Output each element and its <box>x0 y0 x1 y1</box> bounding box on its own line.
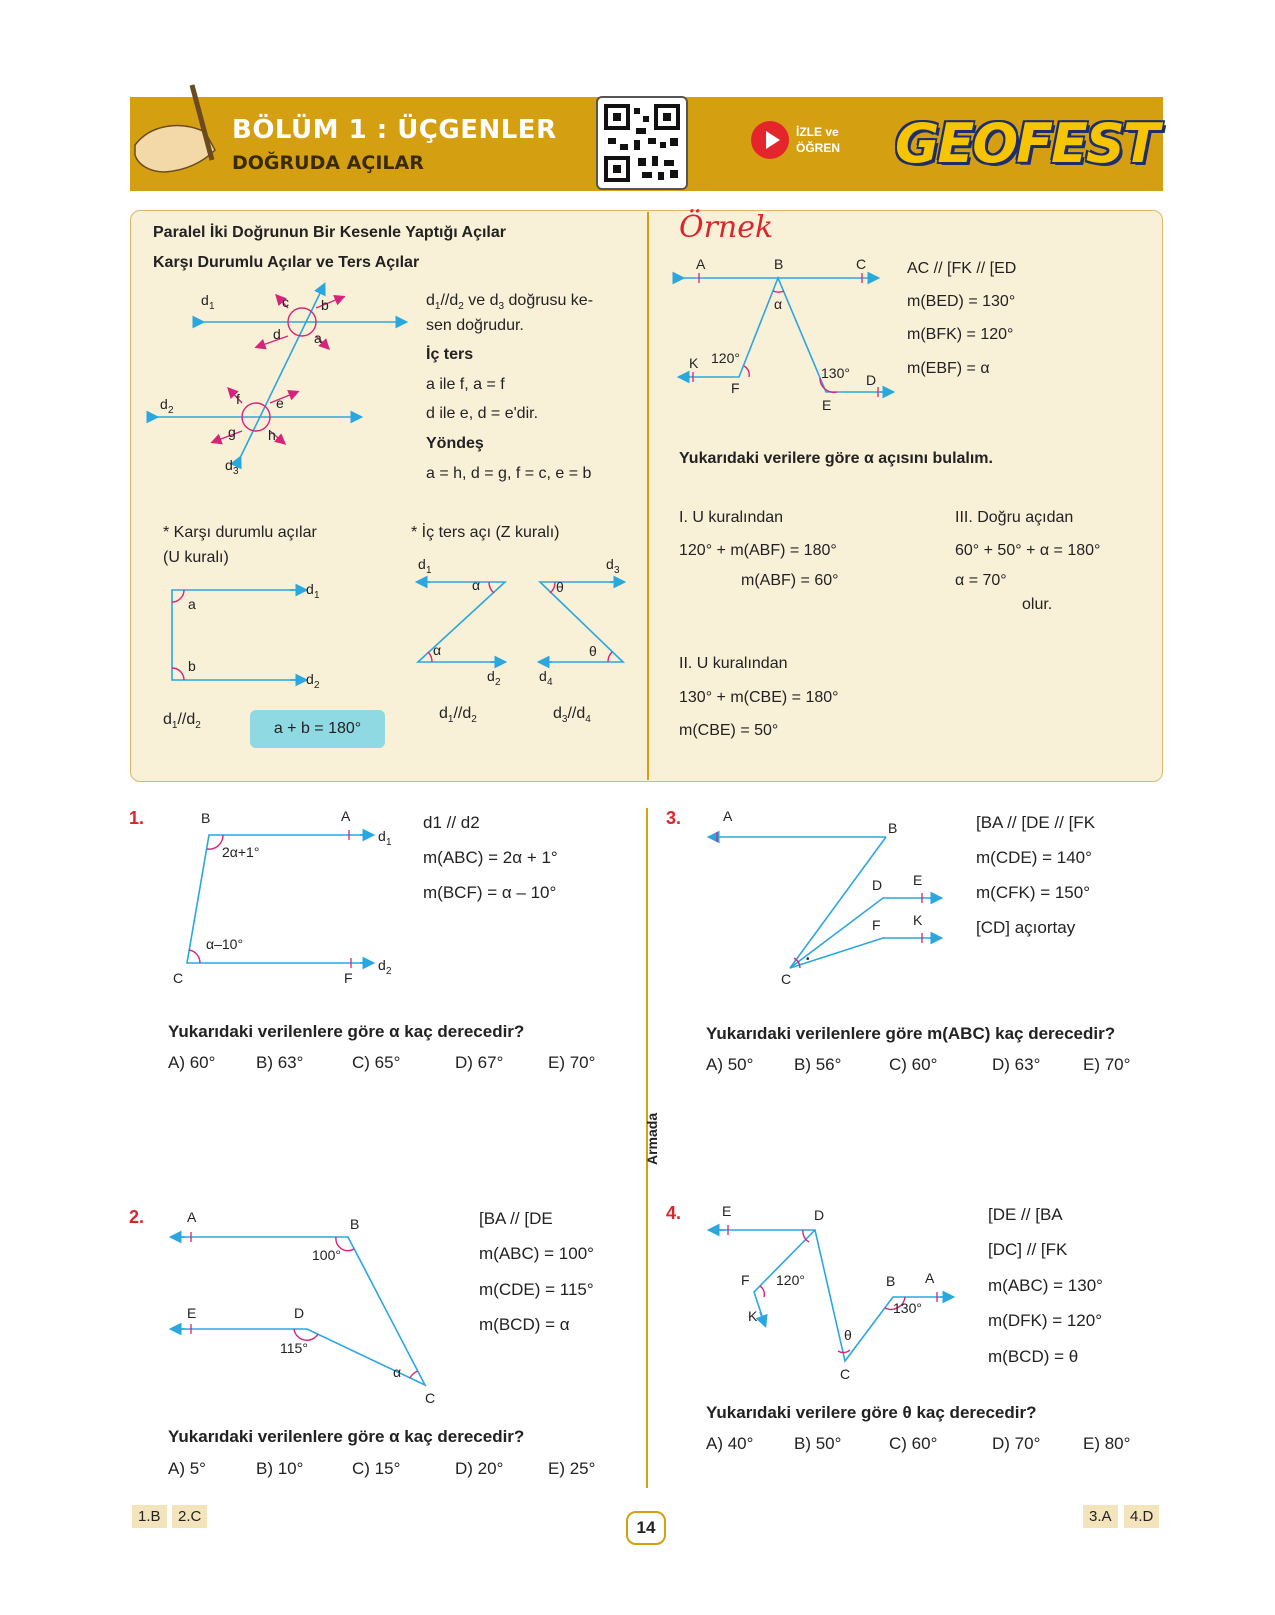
svg-text:e: e <box>276 395 284 411</box>
z-rule-parallel-1: $d_1//d_2$ <box>439 705 477 726</box>
svg-text:θ: θ <box>556 579 564 595</box>
parallel-statement: $d_1//d_2$ ve $d_3$ doğrusu ke- <box>426 292 594 313</box>
svg-text:B: B <box>774 256 784 272</box>
z-rule-title: * İç ters açı (Z kuralı) <box>411 524 560 541</box>
svg-text:d: d <box>201 292 209 308</box>
svg-text:C: C <box>781 971 792 987</box>
example-given-3: m(BFK) = 120° <box>907 326 1014 343</box>
question-given: m(CDE) = 140° <box>976 848 1092 867</box>
question-text: Yukarıdaki verilenlere göre α kaç derecedir? <box>168 1022 525 1041</box>
u-rule-formula: a + b = 180° <box>250 710 385 748</box>
svg-text:1: 1 <box>386 837 392 848</box>
svg-text:A: A <box>696 256 706 272</box>
svg-text:K: K <box>689 355 699 371</box>
question-given: [DC] // [FK <box>988 1240 1068 1259</box>
svg-text:b: b <box>321 297 329 313</box>
svg-text:B: B <box>350 1216 360 1232</box>
chapter-subtitle: DOĞRUDA AÇILAR <box>232 152 424 174</box>
svg-text:D: D <box>866 372 877 388</box>
answer-option[interactable]: B) 50° <box>794 1434 842 1453</box>
question-given: [BA // [DE // [FK <box>976 813 1096 832</box>
question-given: [BA // [DE <box>479 1209 553 1228</box>
svg-text:•: • <box>806 954 810 965</box>
svg-text:A: A <box>723 808 733 824</box>
question-given: m(CDE) = 115° <box>479 1280 594 1299</box>
u-rule-parallel: $d_1//d_2$ <box>163 711 201 732</box>
svg-text:h: h <box>268 427 276 443</box>
answer-option[interactable]: C) 60° <box>889 1434 938 1453</box>
solution-step3-line3: olur. <box>1022 596 1053 613</box>
svg-text:K: K <box>748 1308 758 1324</box>
svg-text:4: 4 <box>547 677 553 688</box>
svg-text:α: α <box>433 642 442 658</box>
svg-text:120°: 120° <box>776 1272 805 1288</box>
svg-text:B: B <box>888 820 898 836</box>
svg-text:1: 1 <box>209 301 215 312</box>
answer-option[interactable]: B) 10° <box>256 1459 304 1478</box>
svg-text:a: a <box>314 330 322 346</box>
svg-text:2: 2 <box>386 966 392 977</box>
svg-text:d: d <box>160 396 168 412</box>
example-question: Yukarıdaki verilere göre α açısını bulalım. <box>679 450 993 467</box>
theory-subheading: Karşı Durumlu Açılar ve Ters Açılar <box>153 254 420 271</box>
svg-text:E: E <box>722 1203 732 1219</box>
solution-step1-title: I. U kuralından <box>679 509 784 526</box>
question-given: [DE // [BA <box>988 1205 1063 1224</box>
answer-option[interactable]: E) 70° <box>1083 1055 1131 1074</box>
svg-text:A: A <box>341 808 351 824</box>
svg-text:θ: θ <box>589 643 597 659</box>
question-given: m(BCF) = α – 10° <box>423 883 557 902</box>
question-text: Yukarıdaki verilenlere göre m(ABC) kaç derecedir? <box>706 1024 1116 1043</box>
svg-text:d: d <box>306 581 314 597</box>
svg-text:B: B <box>886 1273 896 1289</box>
example-given-4: m(EBF) = α <box>907 360 990 377</box>
u-rule-title: * Karşı durumlu açılar <box>163 524 317 541</box>
corresponding-line: a = h, d = g, f = c, e = b <box>426 465 592 482</box>
svg-text:d: d <box>606 556 614 572</box>
solution-step2-line1: 130° + m(CBE) = 180° <box>679 689 839 706</box>
svg-text:K: K <box>913 912 923 928</box>
svg-text:F: F <box>731 380 740 396</box>
answer-option[interactable]: C) 60° <box>889 1055 938 1074</box>
solution-step3-line1: 60° + 50° + α = 180° <box>955 542 1101 559</box>
answer-option[interactable]: D) 70° <box>992 1434 1041 1453</box>
svg-text:130°: 130° <box>821 365 850 381</box>
publisher-logo: Armada <box>644 1112 660 1165</box>
svg-text:A: A <box>925 1270 935 1286</box>
svg-text:1: 1 <box>314 590 320 601</box>
svg-text:g: g <box>228 424 236 440</box>
corresponding-heading: Yöndeş <box>426 435 484 452</box>
answer-option[interactable]: E) 80° <box>1083 1434 1131 1453</box>
svg-text:2: 2 <box>495 677 501 688</box>
theory-heading: Paralel İki Doğrunun Bir Kesenle Yaptığı Açılar <box>153 224 506 241</box>
svg-text:D: D <box>872 877 883 893</box>
question-number: 3. <box>666 808 682 828</box>
svg-text:E: E <box>187 1305 197 1321</box>
answer-key: 1.B <box>132 1505 167 1528</box>
brand-logo: GEOFEST <box>895 112 1158 175</box>
answer-option[interactable]: D) 20° <box>455 1459 504 1478</box>
question-given: m(DFK) = 120° <box>988 1311 1103 1330</box>
question-number: 4. <box>666 1203 682 1223</box>
svg-text:α–10°: α–10° <box>206 936 244 952</box>
question-given: m(CFK) = 150° <box>976 883 1091 902</box>
svg-text:α: α <box>393 1364 402 1380</box>
solution-step3-line2: α = 70° <box>955 572 1007 589</box>
solution-step1-line1: 120° + m(ABF) = 180° <box>679 542 837 559</box>
svg-text:c: c <box>282 294 289 310</box>
answer-option[interactable]: A) 40° <box>706 1434 754 1453</box>
answer-option[interactable]: A) 5° <box>168 1459 206 1478</box>
svg-text:α: α <box>472 577 481 593</box>
svg-text:B: B <box>201 810 211 826</box>
svg-text:b: b <box>188 658 196 674</box>
svg-text:F: F <box>872 917 881 933</box>
answer-option[interactable]: C) 15° <box>352 1459 401 1478</box>
svg-text:F: F <box>741 1272 750 1288</box>
svg-text:2: 2 <box>168 405 174 416</box>
svg-text:D: D <box>294 1305 305 1321</box>
svg-text:θ: θ <box>844 1327 852 1343</box>
svg-text:d: d <box>225 457 233 473</box>
svg-text:d: d <box>378 957 386 973</box>
alternate-interior-heading: İç ters <box>426 346 474 363</box>
question-given: m(BCD) = θ <box>988 1347 1079 1366</box>
question-number: 2. <box>129 1207 145 1227</box>
svg-text:A: A <box>187 1209 197 1225</box>
svg-text:115°: 115° <box>280 1340 308 1356</box>
question-given: m(ABC) = 100° <box>479 1244 594 1263</box>
svg-text:d: d <box>378 828 386 844</box>
svg-text:C: C <box>856 256 867 272</box>
svg-text:130°: 130° <box>893 1300 922 1316</box>
svg-text:2α+1°: 2α+1° <box>222 844 260 860</box>
svg-text:E: E <box>822 397 832 413</box>
example-title: Örnek <box>679 210 774 245</box>
question-text: Yukarıdaki verilere göre θ kaç derecedir? <box>706 1403 1037 1422</box>
svg-text:d: d <box>539 668 547 684</box>
answer-key: 3.A <box>1083 1505 1118 1528</box>
svg-text:1: 1 <box>426 565 432 576</box>
answer-option[interactable]: A) 50° <box>706 1055 754 1074</box>
watch-and-learn-label[interactable]: İZLE ve ÖĞREN <box>796 125 841 155</box>
answer-option[interactable]: A) 60° <box>168 1053 216 1072</box>
svg-text:α: α <box>774 296 783 312</box>
question-given: m(BCD) = α <box>479 1315 570 1334</box>
question-text: Yukarıdaki verilenlere göre α kaç derecedir? <box>168 1427 525 1446</box>
svg-text:d: d <box>273 326 281 342</box>
answer-option[interactable]: B) 63° <box>256 1053 304 1072</box>
svg-text:E: E <box>913 872 923 888</box>
svg-text:a: a <box>188 596 196 612</box>
question-given: d1 // d2 <box>423 813 480 832</box>
question-given: m(ABC) = 130° <box>988 1276 1103 1295</box>
page-number: 14 <box>626 1511 666 1545</box>
svg-text:100°: 100° <box>312 1247 341 1263</box>
answer-option[interactable]: D) 67° <box>455 1053 504 1072</box>
solution-step1-line2: m(ABF) = 60° <box>741 572 839 589</box>
example-given-2: m(BED) = 130° <box>907 293 1016 310</box>
svg-text:C: C <box>173 970 184 986</box>
answer-option[interactable]: D) 63° <box>992 1055 1041 1074</box>
question-given: [CD] açıortay <box>976 918 1076 937</box>
answer-option[interactable]: B) 56° <box>794 1055 842 1074</box>
solution-step2-title: II. U kuralından <box>679 655 788 672</box>
svg-text:3: 3 <box>233 466 239 477</box>
svg-text:2: 2 <box>314 680 320 691</box>
z-rule-parallel-2: $d_3//d_4$ <box>553 705 591 726</box>
svg-text:f: f <box>236 391 240 407</box>
alternate-interior-line2: d ile e, d = e'dir. <box>426 405 539 422</box>
answer-option[interactable]: C) 65° <box>352 1053 401 1072</box>
answer-option[interactable]: E) 70° <box>548 1053 596 1072</box>
u-rule-subtitle: (U kuralı) <box>163 549 229 566</box>
answer-option[interactable]: E) 25° <box>548 1459 596 1478</box>
answer-key: 4.D <box>1124 1505 1159 1528</box>
svg-text:C: C <box>425 1390 436 1406</box>
svg-text:120°: 120° <box>711 350 740 366</box>
svg-text:F: F <box>344 970 353 986</box>
alternate-interior-line1: a ile f, a = f <box>426 376 505 393</box>
svg-text:D: D <box>814 1207 825 1223</box>
answer-key: 2.C <box>172 1505 207 1528</box>
example-given-1: AC // [FK // [ED <box>907 260 1017 277</box>
solution-step3-title: III. Doğru açıdan <box>955 509 1074 526</box>
question-number: 1. <box>129 808 145 828</box>
chapter-title: BÖLÜM 1 : ÜÇGENLER <box>232 115 557 145</box>
svg-text:d: d <box>487 668 495 684</box>
svg-text:d: d <box>306 671 314 687</box>
svg-text:C: C <box>840 1366 851 1382</box>
svg-text:3: 3 <box>614 565 620 576</box>
solution-step2-line2: m(CBE) = 50° <box>679 722 779 739</box>
parallel-statement-line2: sen doğrudur. <box>426 317 524 334</box>
question-given: m(ABC) = 2α + 1° <box>423 848 558 867</box>
svg-text:d: d <box>418 556 426 572</box>
